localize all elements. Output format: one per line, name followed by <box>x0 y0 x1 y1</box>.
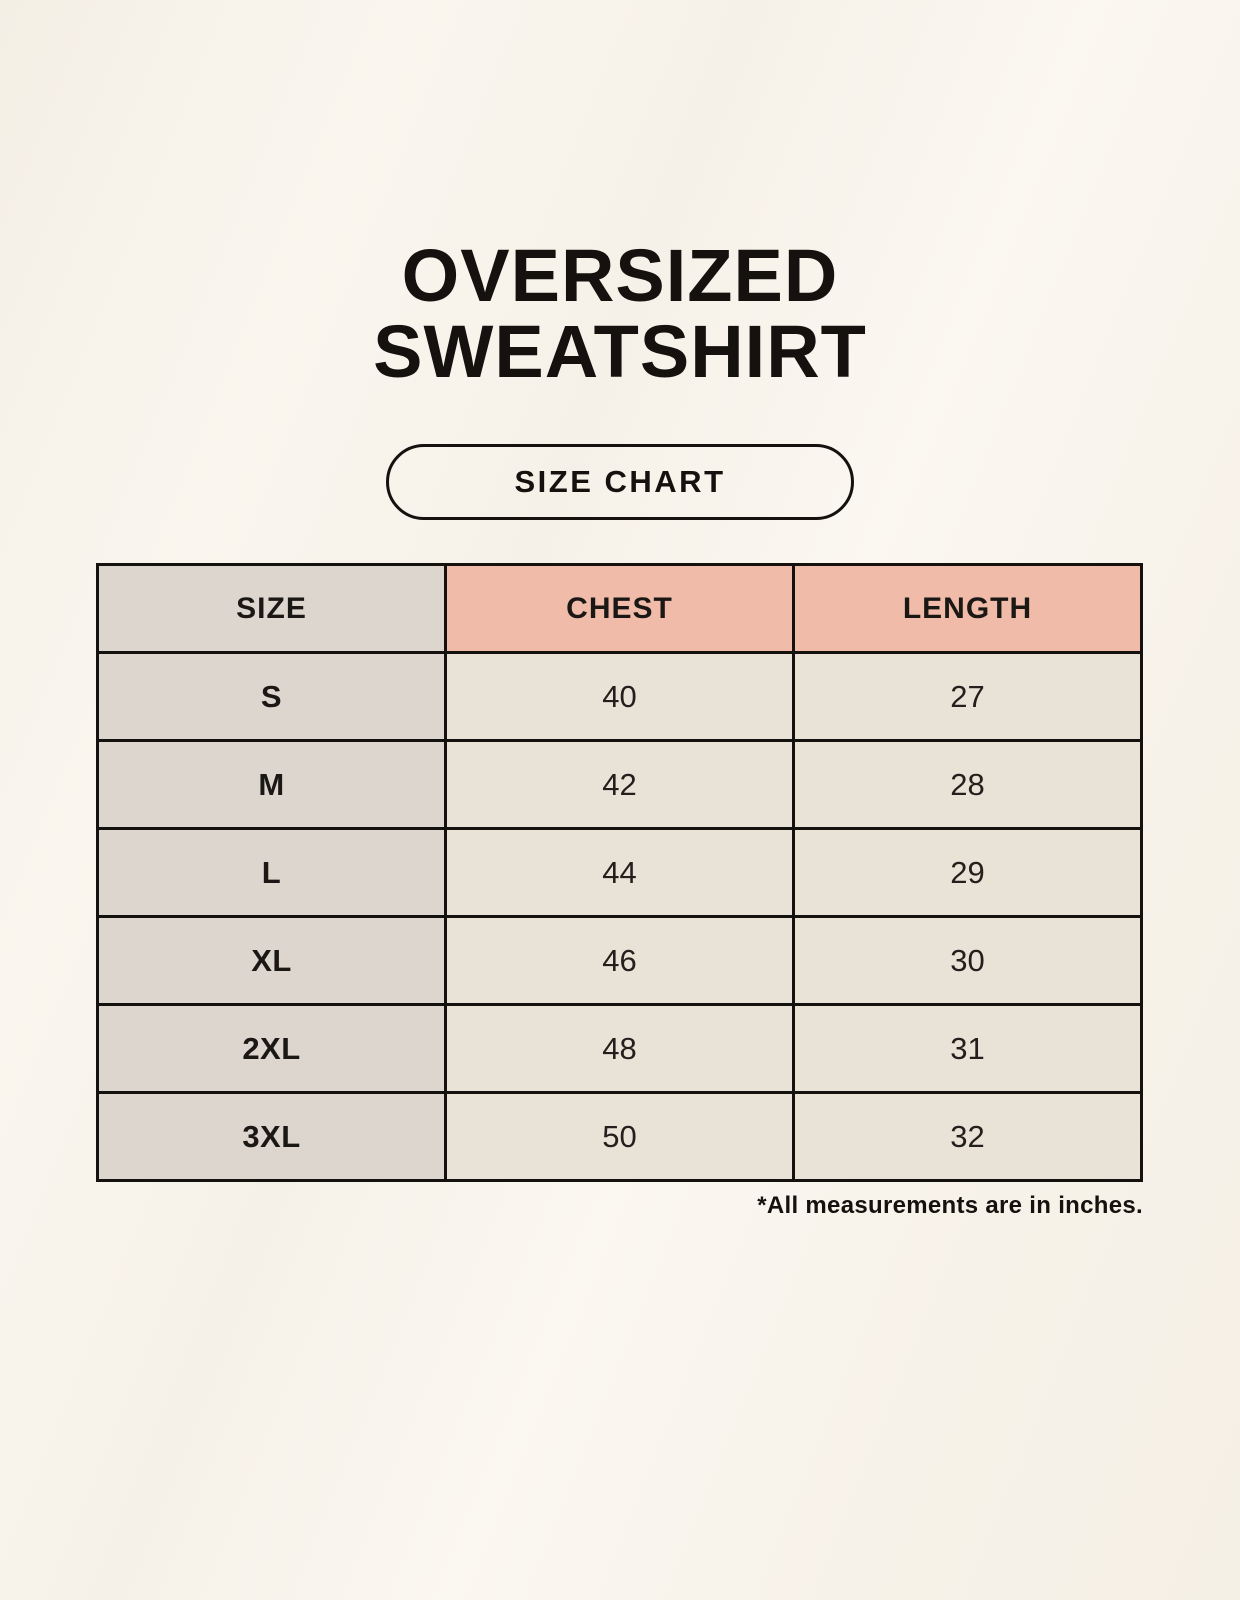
size-chart-pill <box>386 444 854 520</box>
size-cell: 3XL <box>98 1093 446 1181</box>
size-cell: S <box>98 653 446 741</box>
length-cell: 31 <box>794 1005 1142 1093</box>
table-row <box>98 1005 1142 1093</box>
table-row <box>98 653 1142 741</box>
size-cell: L <box>98 829 446 917</box>
size-cell: 2XL <box>98 1005 446 1093</box>
size-chart-table <box>96 563 1143 1182</box>
chest-cell: 46 <box>446 917 794 1005</box>
col-header-chest: CHEST <box>446 565 794 653</box>
chest-cell: 48 <box>446 1005 794 1093</box>
length-cell: 30 <box>794 917 1142 1005</box>
table-row <box>98 741 1142 829</box>
col-header-length: LENGTH <box>794 565 1142 653</box>
table-row <box>98 1093 1142 1181</box>
chest-cell: 44 <box>446 829 794 917</box>
table-row <box>98 829 1142 917</box>
size-chart-pill-label: SIZE CHART <box>514 464 726 499</box>
page-title <box>0 234 1240 393</box>
chest-cell: 50 <box>446 1093 794 1181</box>
chest-cell: 42 <box>446 741 794 829</box>
length-cell: 28 <box>794 741 1142 829</box>
size-cell: M <box>98 741 446 829</box>
size-cell: XL <box>98 917 446 1005</box>
header-row <box>98 565 1142 653</box>
table-row <box>98 917 1142 1005</box>
title-line-1: OVERSIZED <box>401 234 839 317</box>
chest-cell: 40 <box>446 653 794 741</box>
length-cell: 27 <box>794 653 1142 741</box>
measurements-footnote: *All measurements are in inches. <box>757 1192 1143 1219</box>
title-line-2: SWEATSHIRT <box>373 310 867 393</box>
length-cell: 32 <box>794 1093 1142 1181</box>
col-header-size: SIZE <box>98 565 446 653</box>
length-cell: 29 <box>794 829 1142 917</box>
